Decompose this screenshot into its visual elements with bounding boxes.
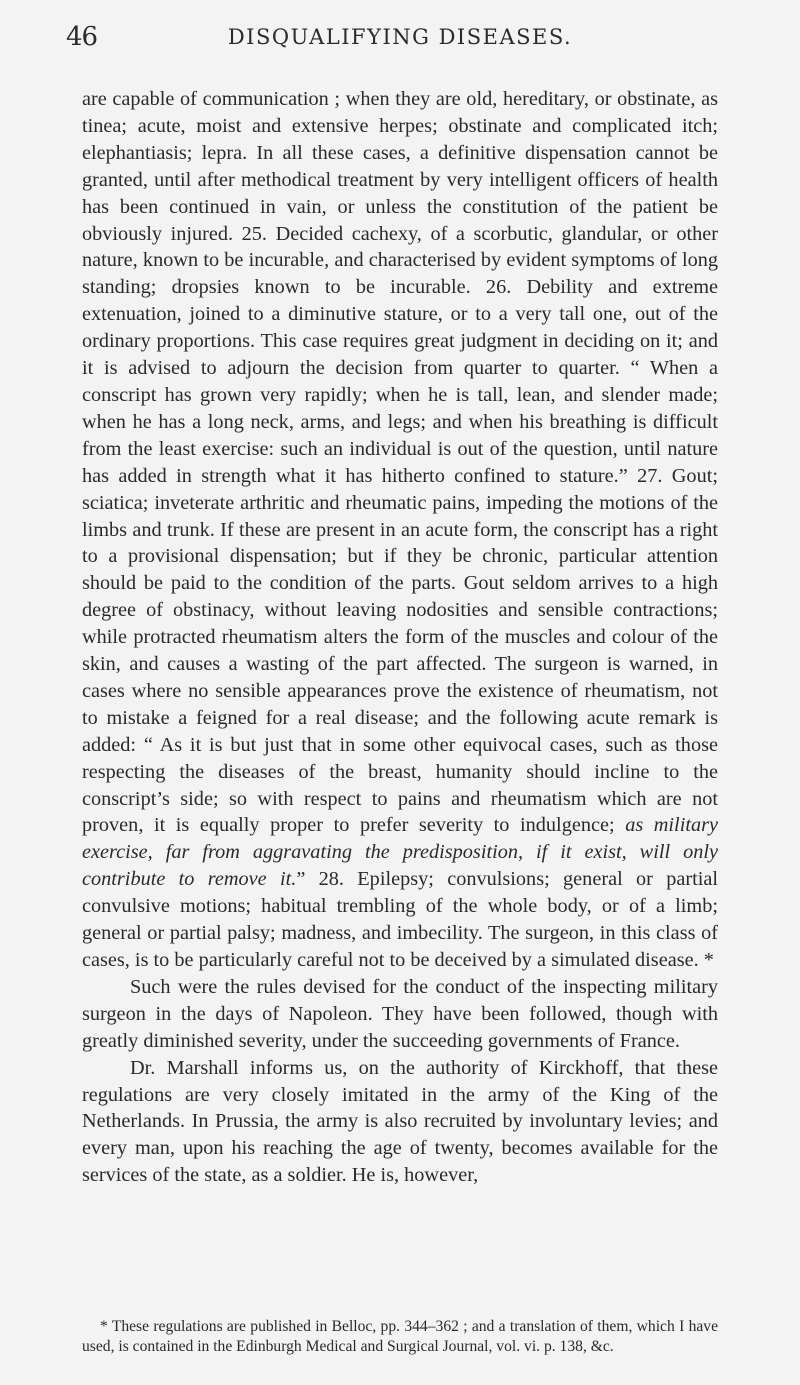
paragraph-text: are capable of communication ; when they are old, hereditary, or obstinate, as tinea; acute, moist and extensive herpes; obstinate and complicated itch; elephantiasis; lepra. In all these cases, a definitive dispensation cannot be granted, until after methodical treatment by very intelligent officers of health has been continued in vain, or unless the constitution of the patient be obviously injured. 25. Decided cachexy, of a scorbutic, glandular, or other nature, known to be incurable, and characterised by evident symptoms of long standing; dropsies known to be incurable. 26. Debility and extreme extenuation, joined to a diminutive stature, or to a very tall one, out of the ordinary proportions. This case requires great judgment in deciding on it; and it is advised to adjourn the decision from quarter to quarter. “ When a conscript has grown very rapidly; when he is tall, lean, and slender made; when he has a long neck, arms, and legs; and when his breathing is difficult from the least exercise: such an individual is out of the question, until nature has added in strength what it has hitherto confined to stature.” 27. Gout; sciatica; inveterate arthritic and rheumatic pains, impeding the motions of the limbs and trunk. If these are present in an acute form, the conscript has a right to a provisional dispensation; but if they be chronic, particular attention should be paid to the condition of the parts. Gout seldom arrives to a high degree of obstinacy, without leaving nodosities and sensible contractions; while protracted rheumatism alters the form of the muscles and colour of the skin, and causes a wasting of the part affected. The surgeon is warned, in cases where no sensible appearances prove the existence of rheumatism, not to mistake a feigned for a real disease; and the following acute remark is added: “ As it is but just that in some other equivocal cases, such as those respecting the diseases of the breast, humanity should incline to the conscript’s side; so with respect to pains and rheumatism which are not proven, it is equally proper to prefer severity to indulgence; [82, 88, 718, 837]
paragraph-text: ” 28. Epilepsy; convulsions; general or partial convulsive motions; habitual trembling of the whole body, or of a limb; general or partial palsy; madness, and imbecility. The surgeon, in this class of cases, is to be particularly careful not to be deceived by a simulated disease. * [82, 868, 719, 971]
body-text [82, 86, 718, 1189]
italic-quotation: as military exercise, far from aggravating the predisposition, if it exist, will only contribute to remove it. [82, 814, 719, 891]
footnote: * These regulations are published in Belloc, pp. 344–362 ; and a translation of them, which I have used, is contained in the Edinburgh Medical and Surgical Journal, vol. vi. p. 138, &c. [82, 1318, 718, 1355]
paragraph-continued [82, 86, 718, 974]
page-header [66, 22, 734, 58]
page-number: 46 [66, 22, 98, 52]
running-head: DISQUALIFYING DISEASES. [227, 25, 573, 49]
paragraph: Such were the rules devised for the conduct of the inspecting military surgeon in the days of Napoleon. They have been followed, though with greatly diminished severity, under the succeeding governments of France. [82, 975, 718, 1052]
paragraph: Dr. Marshall informs us, on the authority of Kirckhoff, that these regulations are very closely imitated in the army of the King of the Netherlands. In Prussia, the army is also recruited by involuntary levies; and every man, upon his reaching the age of twenty, becomes available for the services of the state, as a soldier. He is, however, [82, 1056, 718, 1187]
